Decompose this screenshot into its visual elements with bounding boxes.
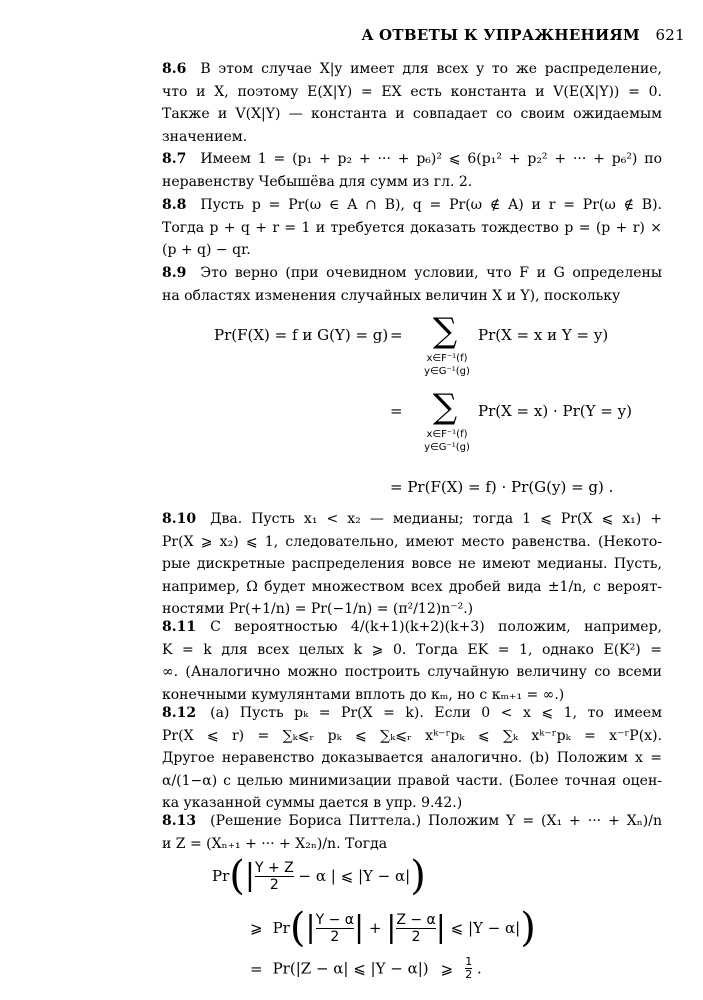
answer-text-line: В этом случае X|y имеет для всех y то же распределение, bbox=[200, 61, 662, 77]
fraction: $\frac{Y + Z}{2}$ bbox=[254, 859, 294, 893]
answer-text-line: Другое неравенство доказывается аналогично. (b) Положим x = bbox=[162, 750, 662, 766]
answer-text-line: значением. bbox=[162, 128, 248, 145]
answer-number: 8.7 bbox=[162, 151, 187, 167]
answer-text-line: рые дискретные распределения вовсе не имеют медианы. Пусть, bbox=[162, 556, 662, 572]
answer-text-line: Также и V(X|Y) — константа и совпадает со своим ожидаемым bbox=[162, 106, 662, 122]
answer-number: 8.6 bbox=[162, 61, 187, 77]
equation-term: Pr(X = x) · Pr(Y = y) bbox=[478, 402, 632, 420]
answer-number: 8.9 bbox=[162, 265, 187, 281]
summation-sign: ∑ bbox=[432, 311, 458, 351]
answer-8-7 bbox=[162, 148, 662, 193]
answer-text-line: Пусть p = Pr(ω ∈ A ∩ B), q = Pr(ω ∉ A) и r = Pr(ω ∉ B). bbox=[200, 197, 662, 213]
answer-text-line: Имеем 1 = (p₁ + p₂ + ··· + p₆)² ⩽ 6(p₁² + p₂² + ··· + p₆²) по bbox=[200, 151, 662, 167]
equation-line: = Pr(F(X) = f) · Pr(G(y) = g) . bbox=[390, 478, 614, 496]
answer-text-line: конечными кумулянтами вплоть до κₘ, но с κₘ₊₁ = ∞.) bbox=[162, 686, 565, 703]
fraction: $\frac{Z - \alpha}{2}$ bbox=[396, 911, 436, 945]
answer-text-line: на областях изменения случайных величин X и Y), поскольку bbox=[162, 287, 621, 304]
header-title: A ОТВЕТЫ К УПРАЖНЕНИЯМ bbox=[361, 26, 640, 44]
answer-number: 8.8 bbox=[162, 197, 187, 213]
answer-text-line: Это верно (при очевидном условии, что F и G определены bbox=[200, 265, 662, 281]
equation-equals: = bbox=[390, 326, 403, 344]
equation-line-2: ⩾ Pr(| $\frac{Y - \alpha}{2}$ | + | $\frac{Z - \alpha}{2}$ | ⩽ |Y − α|) bbox=[250, 905, 536, 951]
answer-text-line: неравенству Чебышёва для сумм из гл. 2. bbox=[162, 173, 473, 190]
answer-text-line: и Z = (Xₙ₊₁ + ··· + X₂ₙ)/n. Тогда bbox=[162, 835, 388, 852]
answer-text-line: Pr(X ⩽ r) = ∑ₖ⩽ᵣ pₖ ⩽ ∑ₖ⩽ᵣ xᵏ⁻ʳpₖ ⩽ ∑ₖ xᵏ⁻ʳpₖ = x⁻ʳP(x). bbox=[162, 727, 662, 744]
answer-text-line: С вероятностью 4/(k+1)(k+2)(k+3) положим, например, bbox=[210, 619, 662, 635]
answer-8-13 bbox=[162, 810, 662, 855]
answer-text-line: что и X, поэтому E(X|Y) = EX есть константа и V(E(X|Y)) = 0. bbox=[162, 83, 662, 100]
summation-index: x∈F⁻¹(f) y∈G⁻¹(g) bbox=[424, 353, 470, 377]
answer-8-12 bbox=[162, 702, 662, 815]
answer-8-10 bbox=[162, 508, 662, 621]
answer-text-line: ка указанной суммы дается в упр. 9.42.) bbox=[162, 795, 463, 811]
summation-sign: ∑ bbox=[432, 387, 458, 427]
answer-text-line: ∞. (Аналогично можно построить случайную величину со всеми bbox=[162, 664, 662, 680]
equation-term: Pr(X = x и Y = y) bbox=[478, 326, 609, 344]
equation-line-3: = Pr(|Z − α| ⩽ |Y − α|) ⩾ $\frac{1}{2}$ . bbox=[250, 955, 482, 981]
answer-text-line: α/(1−α) с целью минимизации правой части. (Более точная оцен- bbox=[162, 772, 662, 789]
answer-text-line: K = k для всех целых k ⩾ 0. Тогда EK = 1, однако E(K²) = bbox=[162, 641, 662, 658]
answer-text-line: Тогда p + q + r = 1 и требуется доказать тождество p = (p + r) × bbox=[162, 219, 662, 236]
fraction: $\frac{1}{2}$ bbox=[465, 955, 473, 981]
answer-text-line: (a) Пусть pₖ = Pr(X = k). Если 0 < x ⩽ 1, то имеем bbox=[210, 705, 662, 721]
equation-lhs: Pr(F(X) = f и G(Y) = g) bbox=[214, 326, 389, 344]
answer-8-11 bbox=[162, 616, 662, 706]
summation-index: x∈F⁻¹(f) y∈G⁻¹(g) bbox=[424, 429, 470, 453]
answer-number: 8.11 bbox=[162, 619, 197, 635]
answer-8-8 bbox=[162, 194, 662, 262]
fraction: $\frac{Y - \alpha}{2}$ bbox=[315, 911, 354, 945]
answer-text-line: Pr(X ⩾ x₂) ⩽ 1, следовательно, имеют место равенства. (Некото- bbox=[162, 533, 662, 550]
answer-number: 8.12 bbox=[162, 705, 197, 721]
answer-text-line: (p + q) − qr. bbox=[162, 242, 251, 258]
answer-text-line: (Решение Бориса Питтела.) Положим Y = (X₁ + ··· + Xₙ)/n bbox=[210, 813, 662, 829]
equation-line-1: Pr(| $\frac{Y + Z}{2}$ − α | ⩽ |Y − α|) bbox=[212, 853, 426, 899]
answer-number: 8.10 bbox=[162, 511, 197, 527]
answer-8-6 bbox=[162, 58, 662, 148]
answer-number: 8.13 bbox=[162, 813, 197, 829]
equation-equals: = bbox=[390, 402, 403, 420]
answer-text-line: Два. Пусть x₁ < x₂ — медианы; тогда 1 ⩽ Pr(X ⩽ x₁) + bbox=[210, 511, 662, 527]
answer-text-line: ностями Pr(+1/n) = Pr(−1/n) = (π²/12)n⁻².) bbox=[162, 601, 474, 617]
answer-8-9 bbox=[162, 262, 662, 307]
answer-text-line: например, Ω будет множеством всех дробей вида ±1/n, с вероят- bbox=[162, 578, 662, 595]
running-header bbox=[85, 26, 685, 44]
page-number: 621 bbox=[655, 26, 685, 44]
